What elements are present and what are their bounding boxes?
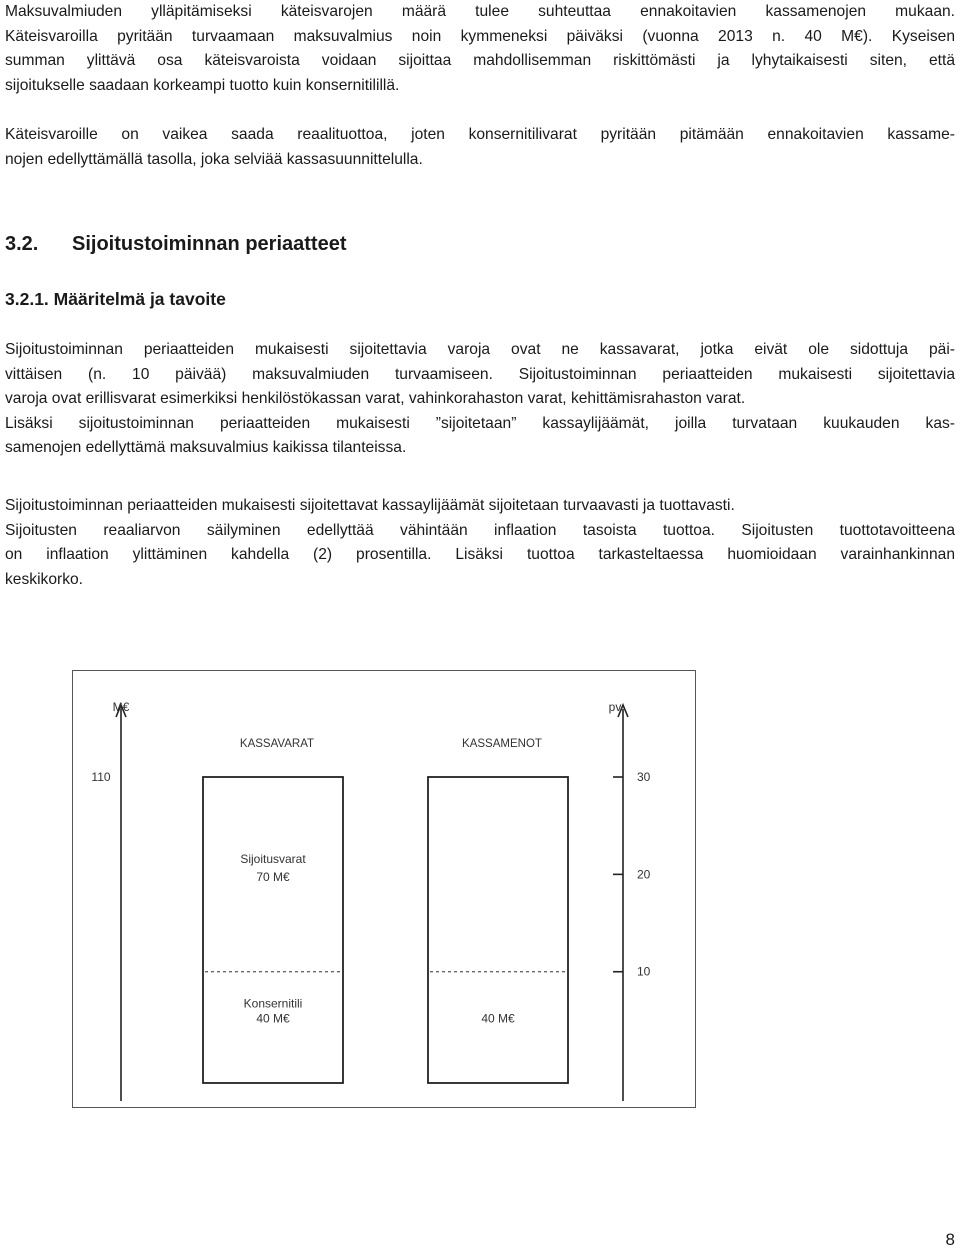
text-line: sijoitukselle saadaan korkeampi tuotto kuin konsernitilillä. <box>5 76 400 94</box>
section-number: 3.2. <box>5 233 39 255</box>
right-axis-label: pv <box>608 700 622 714</box>
text-line: vittäisen (n. 10 päivää) maksuvalmiuden turvaamiseen. Sijoitustoiminnan periaatteiden mukaisesti sijoitettavia <box>5 365 955 383</box>
segment-value-label: 70 M€ <box>256 870 290 884</box>
paragraph-intro <box>5 0 955 98</box>
bar-outline <box>203 777 343 1083</box>
segment-value-label: 40 M€ <box>481 1011 515 1026</box>
text-line: keskikorko. <box>5 570 83 588</box>
left-axis-label: M€ <box>112 700 130 714</box>
paragraph-goal <box>5 494 955 592</box>
text-line: Käteisvaroille on vaikea saada reaalituottoa, joten konsernitilivarat pyritään pitämään ennakoitavien kassame- <box>5 126 955 143</box>
text-line: Sijoitusten reaaliarvon säilyminen edellyttää vähintään inflaation tasoista tuottoa. Sijoitusten tuottotavoitteena <box>5 521 955 539</box>
section-title: Sijoitustoiminnan periaatteet <box>72 233 347 255</box>
bar-category-label: KASSAMENOT <box>462 738 542 750</box>
text-line: Käteisvaroilla pyritään turvaamaan maksuvalmius noin kymmeneksi päiväksi (vuonna 2013 n. 40 M€). Kyseisen <box>5 27 955 45</box>
left-tick-label: 110 <box>91 770 111 784</box>
segment-name-label: Konsernitili <box>243 996 303 1011</box>
cash-chart-figure <box>72 670 696 1108</box>
bar-category-label: KASSAVARAT <box>239 738 315 750</box>
cash-chart <box>73 671 697 1109</box>
section-heading <box>5 230 346 258</box>
paragraph-definition <box>5 338 955 461</box>
text-line: on inflaation ylittäminen kahdella (2) prosentilla. Lisäksi tuottoa tarkasteltaessa huomioidaan varainhankinnan <box>5 546 955 563</box>
paragraph-cash <box>5 123 955 172</box>
text-line: Maksuvalmiuden ylläpitämiseksi käteisvarojen määrä tulee suhteuttaa ennakoitavien kassamenojen mukaan. <box>5 3 955 20</box>
page-number: 8 <box>945 1230 955 1249</box>
bar-outline <box>428 777 568 1083</box>
text-line: nojen edellyttämällä tasolla, joka selviää kassasuunnittelulla. <box>5 150 423 168</box>
text-line: summan ylittävä osa käteisvaroista voidaan sijoittaa mahdollisemman riskittömästi ja lyhytaikaisesti siten, että <box>5 52 955 69</box>
segment-value-label: 40 M€ <box>256 1011 290 1026</box>
text-line: samenojen edellyttämä maksuvalmius kaikissa tilanteissa. <box>5 439 407 456</box>
subsection-heading: 3.2.1. Määritelmä ja tavoite <box>5 289 226 309</box>
text-line: Sijoitustoiminnan periaatteiden mukaisesti sijoitettavia varoja ovat ne kassavarat, jotka eivät ole sidottuja päi- <box>5 341 955 358</box>
right-tick-label: 30 <box>637 770 651 784</box>
text-line: Sijoitustoiminnan periaatteiden mukaisesti sijoitettavat kassaylijäämät sijoitetaan turvaavasti ja tuottavasti. <box>5 497 735 514</box>
text-line: Lisäksi sijoitustoiminnan periaatteiden mukaisesti ”sijoitetaan” kassaylijäämät, joilla turvataan kuukauden kas- <box>5 414 955 432</box>
right-tick-label: 20 <box>637 867 651 882</box>
right-tick-label: 10 <box>637 964 651 979</box>
text-line: varoja ovat erillisvarat esimerkiksi henkilöstökassan varat, vahinkorahaston varat, kehittämisrahaston varat. <box>5 390 746 407</box>
segment-name-label: Sijoitusvarat <box>240 852 306 866</box>
